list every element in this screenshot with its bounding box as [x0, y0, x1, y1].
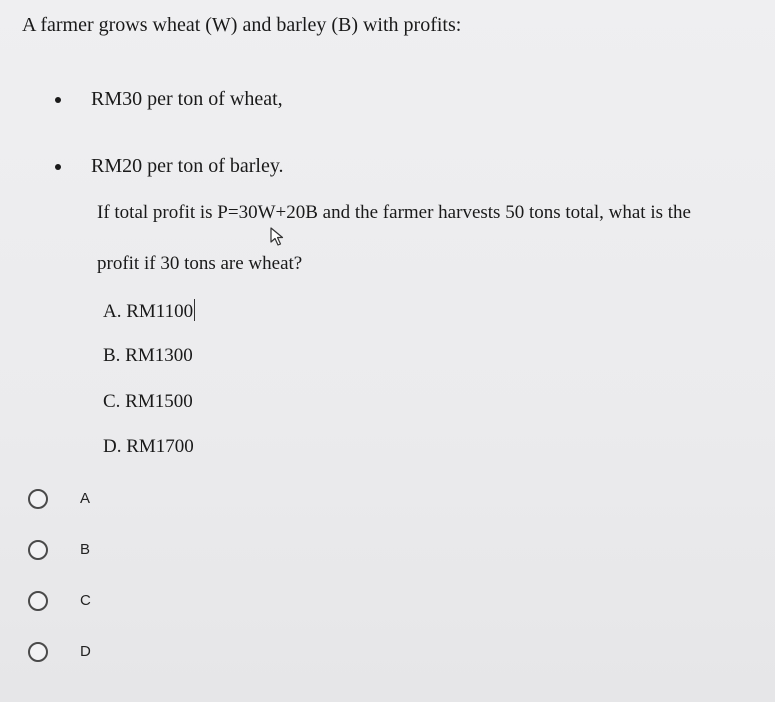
answer-option-b-label: B — [80, 541, 91, 558]
bullet-dot — [55, 97, 61, 103]
radio-button-a[interactable] — [28, 489, 48, 509]
bullet-dot — [55, 164, 61, 170]
choice-d-text: D. RM1700 — [103, 436, 194, 457]
answer-option-c-label: C — [80, 592, 91, 609]
radio-button-d[interactable] — [28, 642, 48, 662]
mouse-pointer-icon — [269, 227, 287, 247]
radio-button-c[interactable] — [28, 591, 48, 611]
answer-option-c[interactable] — [28, 591, 148, 619]
question-title: A farmer grows wheat (W) and barley (B) with profits: — [22, 14, 462, 36]
question-prompt-line-2: profit if 30 tons are wheat? — [97, 253, 303, 274]
answer-option-b[interactable] — [28, 540, 148, 568]
bullet-text: RM20 per ton of barley. — [91, 155, 284, 177]
answer-option-a[interactable] — [28, 489, 148, 517]
choice-b-text: B. RM1300 — [103, 345, 193, 366]
answer-option-d[interactable] — [28, 642, 148, 670]
choice-c-text: C. RM1500 — [103, 391, 193, 412]
answer-option-a-label: A — [80, 490, 91, 507]
question-prompt-line-1: If total profit is P=30W+20B and the farmer harvests 50 tons total, what is the — [97, 202, 691, 223]
radio-button-b[interactable] — [28, 540, 48, 560]
text-caret — [194, 299, 195, 321]
answer-option-d-label: D — [80, 643, 91, 660]
choice-a-label: A. RM1100 — [103, 301, 194, 322]
bullet-text: RM30 per ton of wheat, — [91, 88, 283, 110]
choice-a-text — [103, 299, 195, 323]
